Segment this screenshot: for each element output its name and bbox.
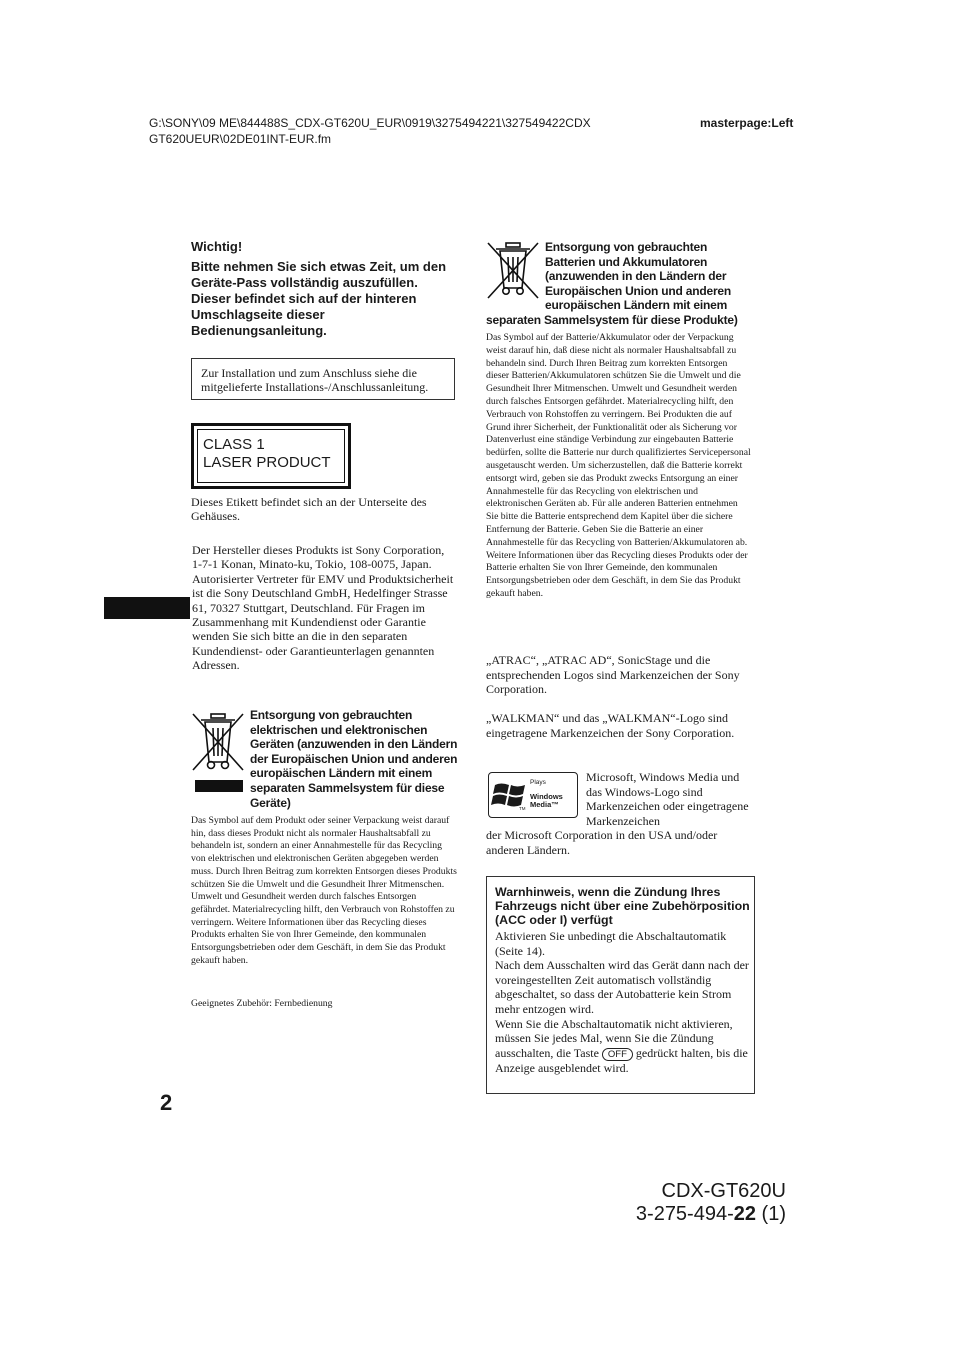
walkman-trademark: „WALKMAN“ und das „WALKMAN“-Logo sind eingetragene Markenzeichen der Sony Corporation. bbox=[486, 711, 735, 740]
manufacturer-address: Der Hersteller dieses Produkts ist Sony Corporation, 1-7-1 Konan, Minato-ku, Tokio, 108-0075, Japan. bbox=[192, 543, 445, 572]
laser-label-line1: CLASS 1 bbox=[203, 436, 265, 453]
manufacturer-info bbox=[192, 543, 457, 673]
warning-line2: Nach dem Ausschalten wird das Gerät dann nach der voreingestellten Zeit automatisch vollständig abgeschaltet, so dass der Autobatterie kein Strom mehr entzogen wird. bbox=[495, 958, 749, 1016]
logo-tm-text: TM bbox=[519, 806, 526, 811]
part-number-revision: 22 bbox=[733, 1203, 756, 1225]
ignition-warning-box bbox=[486, 876, 755, 1094]
part-number-prefix: 3-275-494- bbox=[635, 1203, 734, 1225]
important-heading: Wichtig! bbox=[191, 239, 243, 254]
file-path: G:\SONY\09 ME\844488S_CDX-GT620U_EUR\0919\3275494221\327549422CDXGT620UEUR\02DE01INT-EUR.fm bbox=[149, 116, 591, 146]
warning-line1: Aktivieren Sie unbedingt die Abschaltautomatik (Seite 14). bbox=[495, 929, 727, 958]
disposal-batteries-title bbox=[486, 240, 754, 328]
installation-note: Zur Installation und zum Anschluss siehe die mitgelieferte Installations-/Anschlussanleitung. bbox=[201, 366, 429, 394]
laser-label-text bbox=[203, 436, 331, 472]
laser-product-label bbox=[191, 423, 351, 489]
installation-note-box bbox=[191, 358, 455, 400]
warning-line3-after: gedrückt halten, bis die Anzeige ausgeblendet wird. bbox=[495, 1045, 748, 1075]
important-text: Bitte nehmen Sie sich etwas Zeit, um den Geräte-Pass vollständig auszufüllen. Dieser befindet sich auf der hinteren Umschlagseite dieser Bedienungsanleitung. bbox=[191, 259, 447, 338]
atrac-trademark: „ATRAC“, „ATRAC AD“, SonicStage und die entsprechenden Logos sind Markenzeichen der Sony Corporation. bbox=[486, 653, 740, 697]
model-number: CDX-GT620U bbox=[661, 1180, 786, 1202]
logo-windows-text: Windows bbox=[530, 792, 563, 801]
part-number bbox=[600, 1203, 786, 1226]
microsoft-trademark-part2: der Microsoft Corporation in den USA und/oder anderen Ländern. bbox=[486, 828, 718, 857]
warning-body bbox=[495, 929, 753, 1075]
disposal-batteries-title-part2: separaten Sammelsystem für diese Produkte) bbox=[486, 312, 738, 327]
disposal-devices-title: Entsorgung von gebrauchten elektrischen und elektronischen Geräten (anzuwenden in den Ländern der Europäischen Union und anderen europäischen Ländern mit einem separaten Sammelsystem für diese Geräte) bbox=[250, 708, 458, 810]
disposal-batteries-title-part1: Entsorgung von gebrauchten Batterien und Akkumulatoren (anzuwenden in den Ländern der Europäischen Union und anderen europäischen Ländern mit einem bbox=[545, 240, 732, 313]
part-number-suffix: (1) bbox=[756, 1203, 786, 1225]
page-number: 2 bbox=[160, 1090, 173, 1115]
manufacturer-representative: Autorisierter Vertreter für EMV und Produktsicherheit ist die Sony Deutschland GmbH, Hedelfinger Strasse 61, 70327 Stuttgart, Deutschland. Für Fragen im Zusammenhang mit Kundendienst oder Garantie wenden Sie sich bitte an die in den separaten Kundendienst- oder Garantieunterlagen genannten Adressen. bbox=[192, 571, 454, 673]
warning-title: Warnhinweis, wenn die Zündung Ihres Fahrzeugs nicht über eine Zubehörposition (ACC oder I) verfügt bbox=[495, 885, 750, 927]
off-key-icon: OFF bbox=[602, 1048, 633, 1061]
warning-line3 bbox=[495, 1017, 753, 1076]
warning-line3-before: Wenn Sie die Abschaltautomatik nicht aktivieren, müssen Sie jedes Mal, wenn Sie die Zündung ausschalten, die Taste bbox=[495, 1016, 733, 1060]
microsoft-trademark bbox=[486, 770, 752, 858]
language-tab-marker bbox=[104, 597, 190, 619]
microsoft-trademark-part1: Microsoft, Windows Media und das Windows-Logo sind Markenzeichen oder eingetragene Markenzeichen bbox=[586, 770, 749, 828]
logo-media-text: Media™ bbox=[530, 800, 559, 809]
logo-plays-text: Plays bbox=[530, 779, 546, 786]
disposal-devices-body: Das Symbol auf dem Produkt oder seiner Verpackung weist darauf hin, dass dieses Produkt nicht als normaler Haushaltsabfall zu behandeln ist, sondern an einer Annahmestelle für das Recycling von elektrischen und elektronischen Geräten abgegeben werden muss. Durch Ihren Beitrag zum korrekten Entsorgen dieses Produkts schützen Sie die Umwelt und die Gesundheit Ihrer Mitmenschen. Umwelt und Gesundheit werden durch falsches Entsorgen gefährdet. Materialrecycling hilft, den Verbrauch von Rohstoffen zu verringern. Weitere Informationen über das Recycling dieses Produkts erhalten Sie von Ihrer Gemeinde, den kommunalen Entsorgungsbetrieben oder dem Geschäft, in dem Sie das Produkt gekauft haben. bbox=[191, 815, 457, 966]
accessory-note: Geeignetes Zubehör: Fernbedienung bbox=[191, 998, 333, 1009]
disposal-batteries-body: Das Symbol auf der Batterie/Akkumulator oder der Verpackung weist darauf hin, daß diese nicht als normaler Haushaltsabfall zu behandeln sind. Durch Ihren Beitrag zum korrekten Entsorgen dieser Batterien/Akkumulatoren schützen Sie die Umwelt und die Gesundheit Ihrer Mitmenschen. Umwelt und Gesundheit werden durch falsches Entsorgen gefährdet. Materialrecycling hilft, den Verbrauch von Rohstoffen zu verringern. Bei Produkten die auf Grund ihrer Sicherheit, der Funktionalität oder als Sicherung vor Datenverlust eine ständige Verbindung zur eingebauten Batterie bedürfen, sollte die Batterie nur durch qualifiziertes Servicepersonal ausgetauscht werden. Um sicherzustellen, daß die Batterie korrekt entsorgt wird, geben sie das Produkt zwecks Entsorgung an einer Annahmestelle für das Recycling von elektrischen und elektronischen Geräten ab. Für alle anderen Batterien entnehmen Sie bitte die Batterie entsprechend dem Kapitel über die sichere Entfernung der Batterie. Geben Sie die Batterie an einer Annahmestelle für das Recycling von Batterien/Akkumulatoren ab. Weitere Informationen über das Recycling dieses Produkts oder der Batterie erhalten Sie von Ihrer Gemeinde, den kommunalen Entsorgungsbetrieben oder dem Geschäft, in dem Sie das Produkt gekauft haben. bbox=[486, 332, 751, 599]
crossed-bin-icon bbox=[191, 710, 245, 794]
laser-label-line2: LASER PRODUCT bbox=[203, 454, 331, 471]
label-location-note: Dieses Etikett befindet sich an der Unterseite des Gehäuses. bbox=[191, 495, 427, 523]
masterpage-label: masterpage:Left bbox=[700, 116, 794, 130]
